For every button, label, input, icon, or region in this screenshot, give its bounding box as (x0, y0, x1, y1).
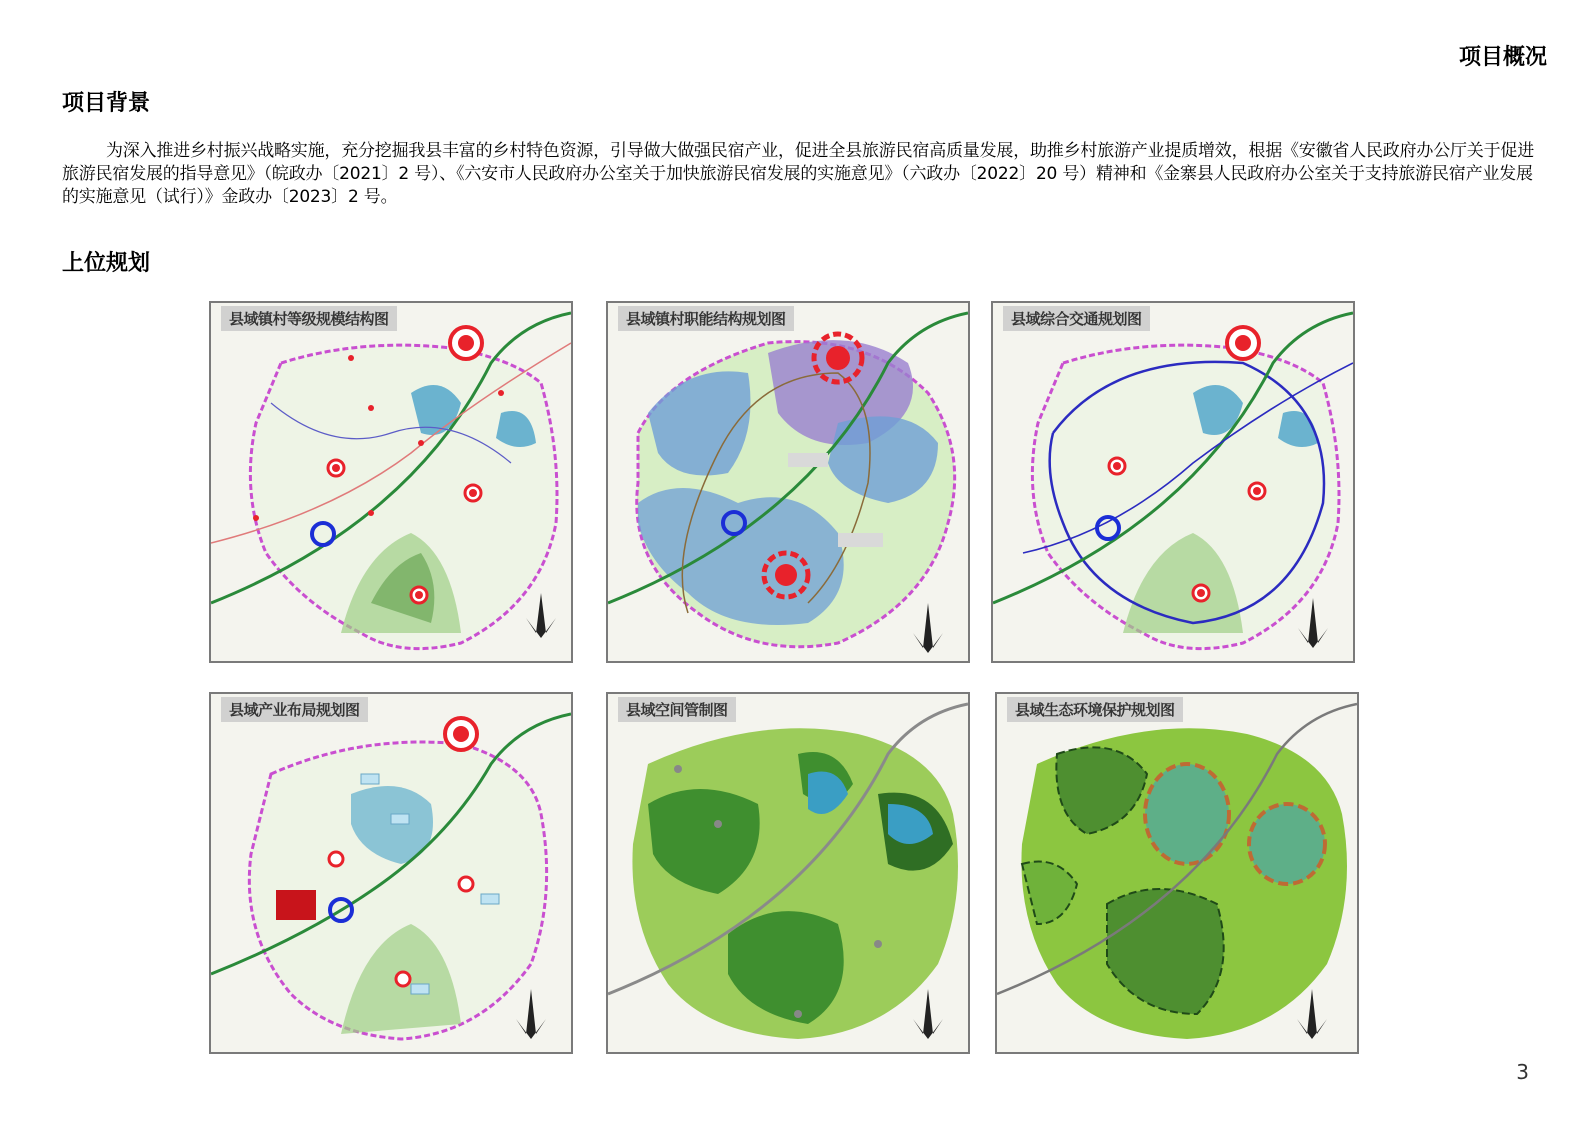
planning-heading: 上位规划 (62, 251, 151, 276)
map-title: 县域综合交通规划图 (1003, 306, 1150, 331)
section-label: 项目概况 (1458, 45, 1547, 70)
map-title: 县域空间管制图 (618, 697, 736, 722)
map-industry-layout (209, 692, 573, 1054)
map-ecology-protection-graphic (997, 694, 1357, 1052)
map-transport (991, 301, 1355, 663)
map-town-hierarchy-graphic (211, 303, 571, 661)
background-heading: 项目背景 (62, 91, 151, 116)
map-title: 县域产业布局规划图 (221, 697, 368, 722)
background-paragraph: 为深入推进乡村振兴战略实施，充分挖掘我县丰富的乡村特色资源，引导做大做强民宿产业，促进全县旅游民宿高质量发展，助推乡村旅游产业提质增效，根据《安徽省人民政府办公厅关于促进旅游民宿发展的指导意见》（皖政办〔2021〕2 号）、《六安市人民政府办公室关于加快旅游民宿发展的实施意见》（六政办〔2022〕20 号）精神和《金寨县人民政府办公室关于支持旅游民宿产业发展的实施意见（试行）》金政办〔2023〕2 号。 (62, 141, 1534, 207)
page-number: 3 (1516, 1060, 1529, 1084)
map-title: 县域镇村等级规模结构图 (221, 306, 397, 331)
map-transport-graphic (993, 303, 1353, 661)
map-town-function-graphic (608, 303, 968, 661)
map-ecology-protection (995, 692, 1359, 1054)
map-title: 县域生态环境保护规划图 (1007, 697, 1183, 722)
map-town-hierarchy (209, 301, 573, 663)
map-town-function (606, 301, 970, 663)
map-spatial-control (606, 692, 970, 1054)
map-industry-layout-graphic (211, 694, 571, 1052)
map-title: 县域镇村职能结构规划图 (618, 306, 794, 331)
map-spatial-control-graphic (608, 694, 968, 1052)
